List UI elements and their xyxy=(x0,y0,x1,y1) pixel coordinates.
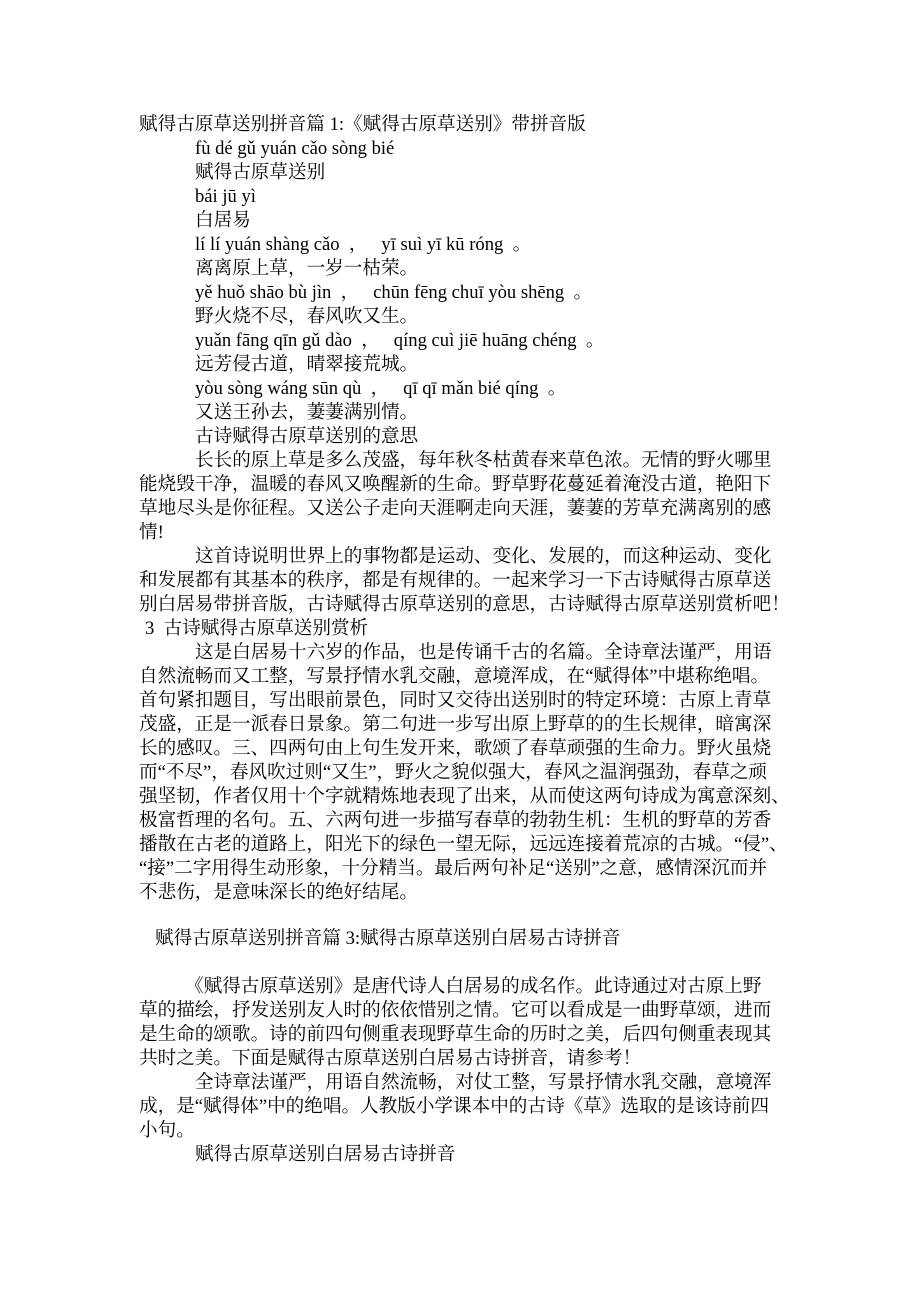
text-line: 首句紧扣题目，写出眼前景色，同时又交待出送别时的特定环境：古原上青草 xyxy=(139,690,772,711)
poem-line: yòu sòng wáng sūn qù ， qī qī mǎn bié qíng 。 xyxy=(195,378,567,399)
text-line: 情! xyxy=(139,522,164,543)
text-line: 《赋得古原草送别》是唐代诗人白居易的成名作。此诗通过对古原上野 xyxy=(185,976,762,997)
text-line: 共时之美。下面是赋得古原草送别白居易古诗拼音，请参考！ xyxy=(139,1048,642,1069)
document-page xyxy=(139,113,790,1167)
analysis-paragraph xyxy=(139,641,790,905)
poem-line: 离离原上草，一岁一枯荣。 xyxy=(195,258,419,279)
section-3-paragraph-2 xyxy=(139,1071,779,1143)
section-3-paragraph-1 xyxy=(139,975,779,1071)
section-3-subheading: 赋得古原草送别白居易古诗拼音 xyxy=(195,1144,456,1165)
text-line: 草地尽头是你征程。又送公子走向天涯啊走向天涯，萋萋的芳草充满离别的感 xyxy=(139,498,772,519)
poem-line: 远芳侵古道，晴翠接荒城。 xyxy=(195,354,419,375)
spacer xyxy=(139,905,779,927)
meaning-heading: 古诗赋得古原草送别的意思 xyxy=(195,426,419,447)
poem-line: lí lí yuán shàng cǎo ， yī suì yī kū róng 。 xyxy=(195,234,532,255)
spacer xyxy=(139,951,779,975)
text-line: 而“不尽”，春风吹过则“又生”，野火之貌似强大，春风之温润强劲，春草之顽 xyxy=(139,762,768,783)
poem-line: 又送王孙去，萋萋满别情。 xyxy=(195,402,419,423)
text-line: 不悲伤，是意味深长的绝好结尾。 xyxy=(139,882,418,903)
analysis-heading: 3 古诗赋得古原草送别赏析 xyxy=(145,618,369,639)
text-line: 草的描绘，抒发送别友人时的依依惜别之情。它可以看成是一曲野草颂，进而 xyxy=(139,1000,772,1021)
poem-line: 野火烧不尽，春风吹又生。 xyxy=(195,306,419,327)
text-line: 长的感叹。三、四两句由上句生发开来，歌颂了春草顽强的生命力。野火虽烧 xyxy=(139,738,772,759)
poem-line: 赋得古原草送别 xyxy=(195,162,326,183)
poem-line: yě huǒ shāo bù jìn ， chūn fēng chuī yòu shēng 。 xyxy=(195,282,593,303)
text-line: 茂盛，正是一派春日景象。第二句进一步写出原上野草的的生长规律，暗寓深 xyxy=(139,714,772,735)
text-line: 全诗章法谨严，用语自然流畅，对仗工整，写景抒情水乳交融，意境浑 xyxy=(195,1072,772,1093)
poem-line: 白居易 xyxy=(195,210,251,231)
section-1-heading: 赋得古原草送别拼音篇 1:《赋得古原草送别》带拼音版 xyxy=(139,114,586,135)
poem-line: bái jū yì xyxy=(195,186,256,207)
text-line: 极富哲理的名句。五、六两句进一步描写春草的勃勃生机：生机的野草的芳香 xyxy=(139,810,772,831)
poem-line: fù dé gǔ yuán cǎo sòng bié xyxy=(195,138,395,159)
meaning-paragraph-2 xyxy=(139,545,790,617)
text-line: 长长的原上草是多么茂盛，每年秋冬枯黄春来草色浓。无情的野火哪里 xyxy=(195,450,772,471)
meaning-paragraph-1 xyxy=(139,449,779,545)
text-line: 播散在古老的道路上，阳光下的绿色一望无际，远远连接着荒凉的古城。“侵”、 xyxy=(139,834,788,855)
text-line: 小句。 xyxy=(139,1120,195,1141)
section-3-heading: 赋得古原草送别拼音篇 3:赋得古原草送别白居易古诗拼音 xyxy=(155,928,621,949)
text-line: 这是白居易十六岁的作品，也是传诵千古的名篇。全诗章法谨严，用语 xyxy=(195,642,772,663)
text-line: 这首诗说明世界上的事物都是运动、变化、发展的，而这种运动、变化 xyxy=(195,546,772,567)
poem-line: yuǎn fāng qīn gǔ dào ， qíng cuì jiē huāng chéng 。 xyxy=(195,330,605,351)
text-line: 自然流畅而又工整，写景抒情水乳交融，意境浑成，在“赋得体”中堪称绝唱。 xyxy=(139,666,770,687)
text-line: 能烧毁干净，温暖的春风又唤醒新的生命。野草野花蔓延着淹没古道，艳阳下 xyxy=(139,474,772,495)
text-line: 成，是“赋得体”中的绝唱。人教版小学课本中的古诗《草》选取的是该诗前四 xyxy=(139,1096,770,1117)
poem xyxy=(139,137,779,425)
text-line: 和发展都有其基本的秩序，都是有规律的。一起来学习一下古诗赋得古原草送 xyxy=(139,570,772,591)
text-line: 强坚韧，作者仅用十个字就精炼地表现了出来，从而使这两句诗成为寓意深刻、 xyxy=(139,786,790,807)
text-line: “接”二字用得生动形象，十分精当。最后两句补足“送别”之意，感情深沉而并 xyxy=(139,858,768,879)
text-line: 是生命的颂歌。诗的前四句侧重表现野草生命的历时之美，后四句侧重表现其 xyxy=(139,1024,772,1045)
text-line: 别白居易带拼音版，古诗赋得古原草送别的意思，古诗赋得古原草送别赏析吧！ xyxy=(139,594,790,615)
